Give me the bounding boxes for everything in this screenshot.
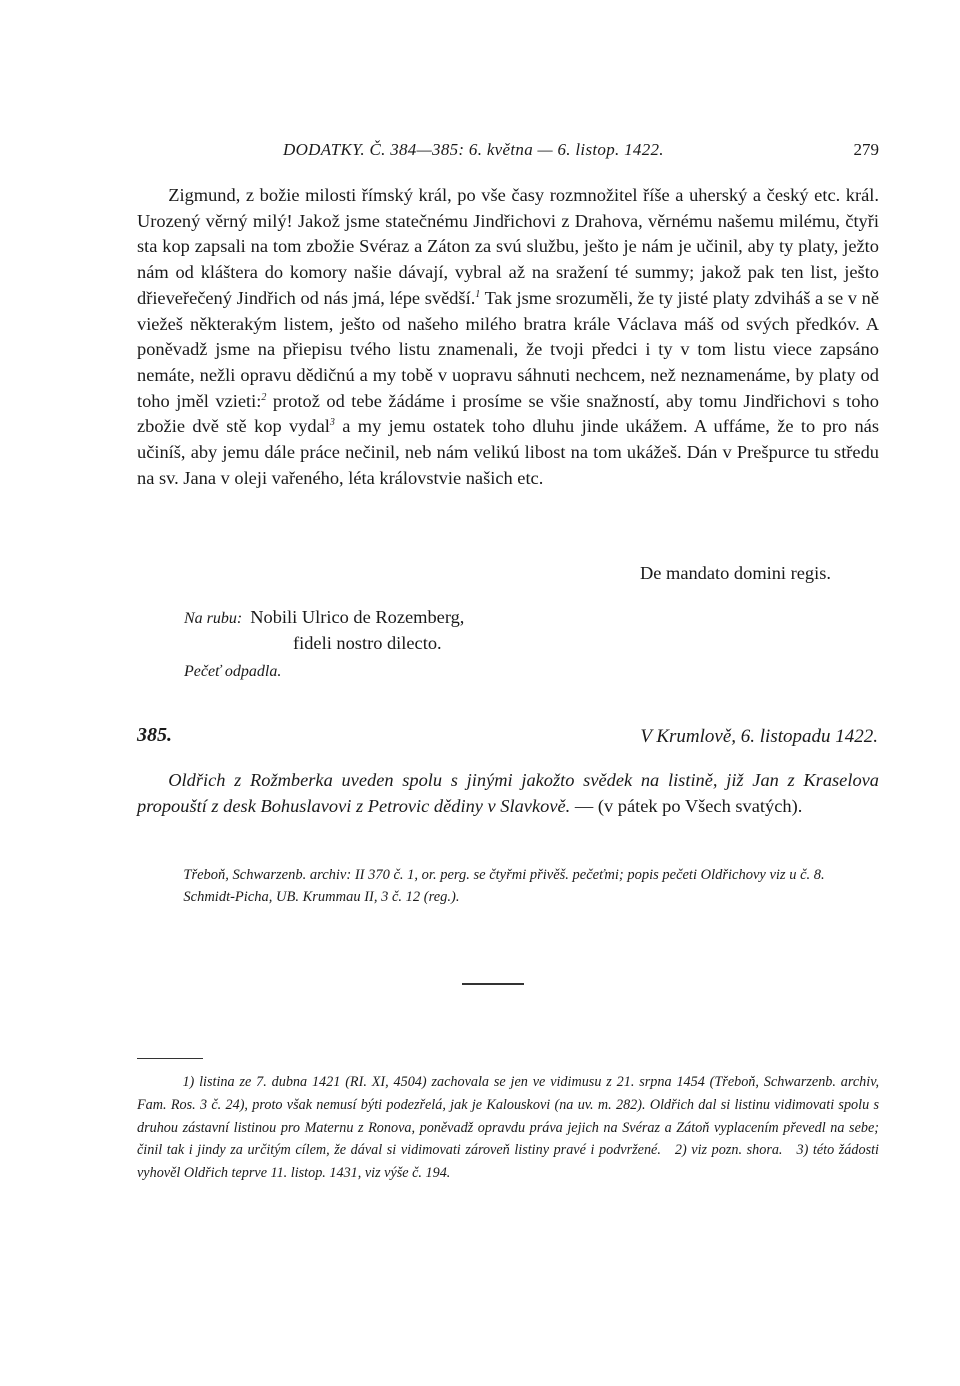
letter-text-part-2: Tak jsme srozuměli, že ty jisté platy zdviháš a se v ně viežeš některakým listem, ješto od našeho milého bratra krále Václava máš od svých předkóv. A poněvadž jsme na přiepisu tvého listu znamenali, že tvoji předci i ty v tom listu viece zapsáno nemáte, nežli opravu dědičnú a my tobě v uopravu sáhnuti nechcem, než neznamenáme, by platy od toho jměl vzieti: [137, 287, 879, 411]
footnote-3: 3) této žádosti vyhověl Oldřich teprve 11. listop. 1431, viz výše č. 194. [137, 1142, 879, 1182]
footnote-paragraph [137, 1071, 879, 1185]
letter-paragraph [137, 183, 879, 491]
regest-summary: Oldřich z Rožmberka uveden spolu s jinými jakožto svědek na listině, již Jan z Kraselova propouští z desk Bohuslavovi z Petrovic dědiny v Slavkově. [137, 770, 879, 816]
letter-text-part-1: Zigmund, z božie milosti římský král, po vše časy rozmnožitel říše a uherský a český etc. král. Urozený věrný milý! Jakož jsme statečnému Jindřichovi z Drahova, věrnému našemu milému, čtyři sta kop zapsali na tom zbožie Svéraz a Záton za svú službu, ješto je nám je učinil, aby ty platy, ježto nám od kláštera do komory našie dávají, vybral až na sražení té summy; jakož pak ten list, ješto dřieveřečený Jindřich od nás jmá, lépe svědší. [137, 185, 879, 308]
footnote-ref-1: 1 [475, 288, 481, 300]
page-header [137, 140, 879, 166]
verso-label: Na rubu: [184, 610, 243, 627]
section-divider [462, 983, 524, 985]
archive-source-1: Třeboň, Schwarzenb. archiv: II 370 č. 1, or. perg. se čtyřmi přivěš. pečeťmi; popis pečeti Oldřichovy viz u č. 8. [183, 867, 825, 883]
letter-text-part-3: protož od tebe žádáme i prosíme se všie snažností, aby tomu Jindřichovi s toho zbožie dvě stě kop vydal [137, 390, 879, 437]
letter-text [137, 183, 879, 491]
footnote-ref-3: 3 [329, 417, 335, 429]
footnotes [137, 1071, 879, 1185]
footnote-rule [137, 1058, 203, 1059]
verso-address-line-2: fideli nostro dilecto. [293, 633, 442, 653]
archival-notes [137, 864, 879, 908]
footnote-1: 1) listina ze 7. dubna 1421 (RI. XI, 4504) zachovala se jen ve vidimusu z 21. srpna 1454 (Třeboň, Schwarzenb. archiv, Fam. Ros. 3 č. 24), proto však nemusí býti podezřelá, jak je Kalouskovi (na uv. m. 282). Oldřich dal si listinu vidimovati spolu s druhou zástavní listinou pro Maternu z Ronova, poněvadž opravdu práva jejich na Svéraz a Zátoň vyplacením převedl na sebe; činil tak i jindy za určitým cílem, že dával si vidimovati zároveň listiny pravé i podvržené. [137, 1074, 879, 1159]
regest-date: — (v pátek po Všech svatých). [570, 796, 803, 816]
regest [137, 767, 879, 819]
verso-address-line-1: Nobili Ulrico de Rozemberg, [250, 607, 465, 627]
page-number: 279 [853, 140, 879, 159]
regest-paragraph [137, 767, 879, 819]
document-place-date: V Krumlově, 6. listopadu 1422. [640, 726, 878, 747]
letter-text-part-4: a my jemu ostatek toho dluhu jinde ukážem. A uffáme, že to pro nás učiníš, aby jemu dále práce nečinil, neb nám velikú libost na tom ukážeš. Dán v Prešpurce tu středu na sv. Jana v oleji vařeného, léta královstvie našich etc. [137, 416, 879, 488]
verso-address [184, 605, 464, 656]
document-number: 385. [137, 724, 172, 746]
running-title: DODATKY. Č. 384—385: 6. května — 6. listop. 1422. [283, 140, 664, 159]
footnote-2: 2) viz pozn. shora. [674, 1142, 783, 1159]
verso-line-1 [184, 605, 464, 631]
archive-source-2: Schmidt-Picha, UB. Krummau II, 3 č. 12 (reg.). [183, 889, 460, 905]
seal-note: Pečeť odpadla. [184, 663, 282, 680]
mandato-note: De mandato domini regis. [639, 563, 831, 583]
footnote-ref-2: 2 [261, 391, 267, 403]
